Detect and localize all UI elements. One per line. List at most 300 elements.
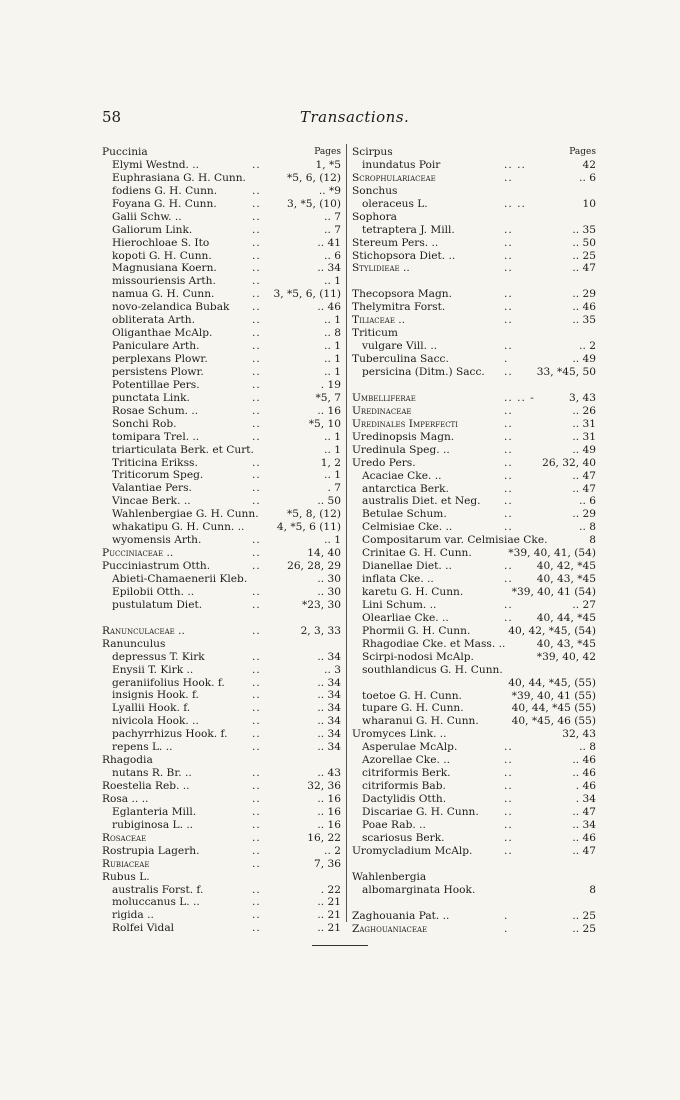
entry-pages: 40, 44, *45 (55) xyxy=(511,702,596,715)
index-entry xyxy=(352,508,596,521)
entry-pages: .. 34 xyxy=(317,262,341,275)
entry-leader-dots: .. xyxy=(252,301,261,314)
entry-pages: .. 26 xyxy=(572,404,596,417)
entry-name: Uredinaceae xyxy=(352,404,412,417)
index-entry xyxy=(102,819,341,832)
entry-leader-dots: .. xyxy=(252,469,261,482)
entry-name: Pucciniastrum Otth. xyxy=(102,560,211,572)
entry-leader-dots: .. xyxy=(252,262,261,275)
index-entry xyxy=(102,922,341,935)
entry-name: rubiginosa L. .. xyxy=(112,818,194,831)
entry-name: Uromyces Link. .. xyxy=(352,728,447,741)
index-entry xyxy=(102,469,341,482)
entry-pages: 32, 43 xyxy=(562,728,596,741)
entry-pages: .. 1 xyxy=(324,275,341,288)
index-entry xyxy=(352,780,596,793)
entry-name: australis Diet. et Neg. xyxy=(362,495,481,508)
index-entry xyxy=(352,586,596,599)
entry-leader-dots: . xyxy=(504,922,509,935)
index-entry xyxy=(352,612,596,625)
entry-leader-dots: .. xyxy=(504,340,513,353)
entry-pages: 40, 42, *45, (54) xyxy=(508,624,596,637)
index-entry xyxy=(352,262,596,275)
entry-leader-dots: .. xyxy=(252,624,261,637)
entry-name: Thecopsora Magn. xyxy=(352,288,452,301)
entry-name: pachyrrhizus Hook. f. xyxy=(112,728,228,741)
index-entry xyxy=(352,314,596,327)
entry-leader-dots: .. xyxy=(504,508,513,521)
entry-pages: .. 29 xyxy=(572,508,596,521)
index-entry xyxy=(352,418,596,431)
footer-rule xyxy=(312,945,368,946)
index-entry xyxy=(102,521,341,534)
entry-name: Ranunculus xyxy=(102,637,166,650)
index-entry xyxy=(352,431,596,444)
index-entry xyxy=(352,483,596,496)
index-entry xyxy=(352,819,596,832)
entry-pages: .. 16 xyxy=(317,818,341,831)
entry-pages: 8 xyxy=(589,534,596,547)
entry-name: oleraceus L. xyxy=(362,197,428,210)
index-entry xyxy=(102,172,341,185)
entry-pages: .. 16 xyxy=(317,404,341,417)
index-entry xyxy=(102,534,341,547)
index-entry xyxy=(352,767,596,780)
entry-name: Puccinia xyxy=(102,146,148,158)
index-entry xyxy=(102,431,341,444)
entry-name: wyomensis Arth. xyxy=(112,534,202,547)
entry-pages: *5, 7 xyxy=(315,391,341,404)
entry-pages: .. 25 xyxy=(572,922,596,935)
entry-name: Roestelia Reb. .. xyxy=(102,780,190,792)
page-number: 58 xyxy=(102,108,122,126)
entry-name: Olearliae Cke. .. xyxy=(362,611,449,624)
index-entry xyxy=(102,418,341,431)
entry-pages: . 46 xyxy=(575,780,596,793)
entry-name: nivicola Hook. .. xyxy=(112,715,199,728)
entry-name: depressus T. Kirk xyxy=(112,650,205,663)
entry-name: Umbelliferae xyxy=(352,391,416,404)
entry-name: citriformis Berk. xyxy=(362,767,451,780)
entry-pages: .. 47 xyxy=(572,844,596,857)
entry-pages: .. 34 xyxy=(317,689,341,702)
entry-name: fodiens G. H. Cunn. xyxy=(112,184,218,197)
index-entry xyxy=(352,353,596,366)
entry-name: novo-zelandica Bubak xyxy=(112,301,230,314)
entry-pages: 14, 40 xyxy=(307,547,341,560)
entry-leader-dots: .. xyxy=(504,262,513,275)
entry-name: perplexans Plowr. xyxy=(112,353,208,365)
entry-leader-dots: .. xyxy=(252,223,261,236)
entry-leader-dots: .. xyxy=(504,521,513,534)
index-entry xyxy=(102,262,341,275)
index-entry xyxy=(102,146,341,159)
entry-pages: 3, *5, 6, (11) xyxy=(273,288,341,301)
entry-leader-dots: .. xyxy=(252,715,261,728)
entry-leader-dots: .. xyxy=(252,184,261,197)
index-entry xyxy=(352,793,596,806)
entry-name: Scirpus xyxy=(352,146,393,158)
entry-leader-dots: .. xyxy=(252,792,261,805)
entry-leader-dots: .. xyxy=(252,560,261,572)
entry-leader-dots: .. xyxy=(504,495,513,508)
entry-leader-dots: .. xyxy=(252,650,261,663)
entry-name: Rhagodiae Cke. et Mass. .. xyxy=(362,637,506,650)
entry-pages: .. 16 xyxy=(317,805,341,818)
entry-name: whakatipu G. H. Cunn. .. xyxy=(112,521,245,534)
entry-leader-dots: .. xyxy=(252,404,261,417)
entry-pages: .. 8 xyxy=(579,521,596,534)
entry-name: Zaghouaniaceae xyxy=(352,922,428,935)
index-entry xyxy=(352,845,596,858)
index-entry xyxy=(102,884,341,897)
entry-name: Paniculare Arth. xyxy=(112,340,200,353)
entry-pages: .. 3 xyxy=(324,663,341,676)
entry-leader-dots: .. xyxy=(252,676,261,689)
index-entry xyxy=(102,405,341,418)
entry-pages: 10 xyxy=(582,197,596,210)
entry-pages: *39, 40, 41 (55) xyxy=(511,689,596,702)
index-entry xyxy=(352,327,596,340)
entry-name: inundatus Poir xyxy=(362,158,441,171)
index-entry xyxy=(352,301,596,314)
index-entry xyxy=(102,185,341,198)
entry-name: inflata Cke. .. xyxy=(362,573,434,586)
index-entry xyxy=(102,780,341,793)
entry-pages: .. 47 xyxy=(572,262,596,275)
entry-leader-dots: .. .. - xyxy=(504,391,535,404)
index-entry xyxy=(102,896,341,909)
column-divider xyxy=(346,144,347,922)
index-entry xyxy=(352,521,596,534)
entry-name: Tuberculina Sacc. xyxy=(352,353,449,366)
entry-pages: .. 41 xyxy=(317,236,341,249)
entry-leader-dots: .. xyxy=(504,482,513,495)
entry-leader-dots: .. xyxy=(504,236,513,249)
index-entry xyxy=(102,457,341,470)
entry-leader-dots: .. xyxy=(252,805,261,818)
entry-pages: .. 1 xyxy=(324,353,341,365)
entry-pages: .. 6 xyxy=(579,171,596,184)
entry-pages: 40, 42, *45 xyxy=(536,560,596,573)
index-entry xyxy=(352,405,596,418)
entry-pages: .. 46 xyxy=(572,831,596,844)
entry-pages: .. 25 xyxy=(572,909,596,922)
entry-name: Stylidieae .. xyxy=(352,262,410,275)
entry-name: australis Forst. f. xyxy=(112,883,204,896)
entry-name: tetraptera J. Mill. xyxy=(362,223,455,236)
entry-pages: .. 34 xyxy=(572,818,596,831)
entry-pages: . 34 xyxy=(575,793,596,805)
entry-pages: 26, 28, 29 xyxy=(287,560,341,572)
entry-pages: .. 47 xyxy=(572,482,596,495)
entry-leader-dots: .. xyxy=(252,482,261,495)
entry-leader-dots: .. xyxy=(504,404,513,417)
entry-name: tomipara Trel. .. xyxy=(112,430,200,443)
entry-leader-dots: .. xyxy=(252,236,261,249)
index-entry xyxy=(352,690,596,703)
entry-leader-dots: .. xyxy=(504,560,513,573)
entry-name: Pucciniaceae .. xyxy=(102,547,174,560)
index-entry xyxy=(102,728,341,741)
entry-name: Rosae Schum. .. xyxy=(112,404,199,417)
index-entry xyxy=(102,444,341,457)
index-entry xyxy=(352,702,596,715)
entry-name: Galiorum Link. xyxy=(112,223,193,236)
index-entry xyxy=(102,715,341,728)
index-entry xyxy=(352,392,596,405)
entry-pages: 1, *5 xyxy=(315,158,341,171)
entry-pages: 4, *5, 6 (11) xyxy=(276,521,341,534)
index-entry xyxy=(352,366,596,379)
entry-leader-dots: .. xyxy=(252,585,261,598)
entry-pages: .. 1 xyxy=(324,469,341,482)
entry-leader-dots: .. xyxy=(252,598,261,611)
entry-leader-dots: .. xyxy=(252,327,261,340)
entry-pages: .. 1 xyxy=(324,430,341,443)
index-entry xyxy=(352,651,596,664)
index-entry xyxy=(102,314,341,327)
entry-pages: .. *9 xyxy=(318,184,341,197)
entry-name: pustulatum Diet. xyxy=(112,598,203,611)
entry-name: Valantiae Pers. xyxy=(112,482,192,495)
entry-name: Sonchi Rob. xyxy=(112,417,177,430)
entry-pages: .. 6 xyxy=(324,249,341,262)
index-entry xyxy=(102,909,341,922)
index-entry xyxy=(102,664,341,677)
entry-leader-dots: .. xyxy=(252,922,261,935)
entry-leader-dots: .. xyxy=(252,249,261,262)
index-entry xyxy=(352,715,596,728)
entry-pages: *39, 40, 41, (54) xyxy=(508,547,596,560)
index-gap xyxy=(102,612,341,625)
entry-name: nutans R. Br. .. xyxy=(112,767,192,780)
index-gap xyxy=(352,379,596,392)
entry-pages: .. 34 xyxy=(317,715,341,728)
entry-pages: .. 50 xyxy=(317,495,341,508)
entry-leader-dots: .. xyxy=(252,909,261,922)
entry-name: Scirpi-nodosi McAlp. xyxy=(362,650,474,663)
entry-pages: .. 43 xyxy=(317,767,341,780)
entry-name: Uromycladium McAlp. xyxy=(352,844,473,857)
entry-name: rigida .. xyxy=(112,909,154,922)
entry-name: scariosus Berk. xyxy=(362,831,445,844)
entry-name: geraniifolius Hook. f. xyxy=(112,676,225,689)
entry-leader-dots: .. .. xyxy=(504,158,526,171)
entry-pages: .. 49 xyxy=(572,353,596,366)
entry-name: Elymi Westnd. .. xyxy=(112,158,199,171)
entry-name: Oliganthae McAlp. xyxy=(112,327,213,340)
entry-pages: *39, 40, 42 xyxy=(536,650,596,663)
entry-leader-dots: .. xyxy=(252,728,261,741)
entry-name: Sophora xyxy=(352,210,397,223)
entry-pages: .. 1 xyxy=(324,534,341,547)
entry-pages: .. 49 xyxy=(572,443,596,456)
entry-pages: .. 21 xyxy=(317,896,341,909)
entry-leader-dots: .. xyxy=(252,780,261,792)
entry-name: Sonchus xyxy=(352,184,398,197)
entry-name: southlandicus G. H. Cunn. xyxy=(362,663,503,676)
entry-pages: .. 16 xyxy=(317,792,341,805)
index-entry xyxy=(352,806,596,819)
index-entry xyxy=(102,250,341,263)
entry-name: Wahlenbergiae G. H. Cunn. xyxy=(112,508,259,521)
entry-pages: .. 34 xyxy=(317,741,341,754)
entry-name: Foyana G. H. Cunn. xyxy=(112,197,217,210)
index-entry xyxy=(102,198,341,211)
entry-leader-dots: .. xyxy=(504,611,513,624)
entry-name: Rolfei Vidal xyxy=(112,922,175,935)
entry-leader-dots: .. xyxy=(504,456,513,469)
index-gap xyxy=(352,897,596,910)
entry-leader-dots: .. xyxy=(252,831,261,844)
entry-pages: .. 34 xyxy=(317,650,341,663)
entry-pages: .. 25 xyxy=(572,249,596,262)
entry-pages: .. 7 xyxy=(324,210,341,223)
entry-name: Dactylidis Otth. xyxy=(362,793,447,805)
entry-pages: .. 27 xyxy=(572,598,596,611)
entry-name: Rostrupia Lagerh. xyxy=(102,844,200,857)
entry-leader-dots: .. xyxy=(252,430,261,443)
entry-name: Celmisiae Cke. .. xyxy=(362,521,453,534)
index-entry xyxy=(102,159,341,172)
index-entry xyxy=(352,560,596,573)
entry-pages: 1, 2 xyxy=(320,456,341,469)
entry-pages: *5, 8, (12) xyxy=(287,508,341,521)
entry-name: Lini Schum. .. xyxy=(362,598,437,611)
index-entry xyxy=(352,871,596,884)
index-entry xyxy=(102,366,341,379)
entry-pages: 42 xyxy=(582,158,596,171)
entry-name: antarctica Berk. xyxy=(362,482,449,495)
entry-pages: .. 46 xyxy=(317,301,341,314)
index-entry xyxy=(102,547,341,560)
index-entry xyxy=(102,224,341,237)
entry-pages: .. 7 xyxy=(324,223,341,236)
index-entry xyxy=(352,599,596,612)
index-entry xyxy=(352,884,596,897)
entry-pages: .. 29 xyxy=(572,288,596,301)
entry-pages: .. 8 xyxy=(579,741,596,754)
entry-pages: .. 30 xyxy=(317,585,341,598)
entry-name: Crinitae G. H. Cunn. xyxy=(362,547,472,560)
entry-leader-dots: .. xyxy=(504,469,513,482)
index-entry xyxy=(352,198,596,211)
entry-name: namua G. H. Cunn. xyxy=(112,288,215,301)
entry-pages: .. 1 xyxy=(324,443,341,456)
entry-leader-dots: .. xyxy=(504,793,513,805)
index-entry xyxy=(352,832,596,845)
index-entry xyxy=(102,858,341,871)
entry-name: Magnusiana Koern. xyxy=(112,262,217,275)
entry-leader-dots: .. xyxy=(504,366,513,378)
entry-name: Rubiaceae xyxy=(102,857,150,870)
entry-leader-dots: .. xyxy=(252,314,261,327)
entry-pages: .. 21 xyxy=(317,922,341,935)
entry-name: Zaghouania Pat. .. xyxy=(352,909,450,922)
entry-leader-dots: .. xyxy=(504,844,513,857)
entry-leader-dots: .. xyxy=(504,780,513,793)
index-entry xyxy=(352,237,596,250)
entry-name: persistens Plowr. xyxy=(112,365,204,378)
index-entry xyxy=(352,224,596,237)
entry-leader-dots: .. xyxy=(252,340,261,353)
entry-name: albomarginata Hook. xyxy=(362,883,476,896)
entry-name: Stichopsora Diet. .. xyxy=(352,249,456,262)
entry-pages: 40, *45, 46 (55) xyxy=(511,715,596,728)
entry-pages: .. 46 xyxy=(572,754,596,767)
entry-pages: .. 2 xyxy=(579,340,596,353)
entry-name: Uredo Pers. xyxy=(352,456,416,469)
entry-name: Rhagodia xyxy=(102,754,153,767)
entry-name: repens L. .. xyxy=(112,741,173,754)
entry-name: Enysii T. Kirk .. xyxy=(112,663,194,676)
entry-pages: 3, *5, (10) xyxy=(287,197,341,210)
index-entry xyxy=(102,288,341,301)
entry-name: obliterata Arth. xyxy=(112,314,195,327)
entry-pages: 7, 36 xyxy=(314,857,341,870)
index-entry xyxy=(352,444,596,457)
entry-pages: .. 46 xyxy=(572,301,596,314)
entry-name: Triticorum Speg. xyxy=(112,469,204,482)
entry-leader-dots: .. xyxy=(252,767,261,780)
entry-leader-dots: .. xyxy=(252,353,261,365)
entry-pages: *23, 30 xyxy=(302,598,341,611)
entry-name: karetu G. H. Cunn. xyxy=(362,586,464,598)
entry-pages: .. 47 xyxy=(572,805,596,818)
index-entry xyxy=(102,560,341,573)
index-entry xyxy=(352,146,596,159)
entry-leader-dots: .. xyxy=(504,443,513,456)
entry-leader-dots: .. xyxy=(252,275,261,288)
entry-name: kopoti G. H. Cunn. xyxy=(112,249,212,262)
entry-pages: 16, 22 xyxy=(307,831,341,844)
entry-leader-dots: .. xyxy=(504,573,513,586)
entry-name: Epilobii Otth. .. xyxy=(112,585,195,598)
index-entry xyxy=(352,495,596,508)
entry-name: Euphrasiana G. H. Cunn. xyxy=(112,171,246,184)
entry-leader-dots: . xyxy=(504,353,509,366)
entry-leader-dots: .. xyxy=(504,430,513,443)
entry-pages: .. 46 xyxy=(572,767,596,780)
entry-name: Discariae G. H. Cunn. xyxy=(362,805,479,818)
entry-leader-dots: .. xyxy=(504,249,513,262)
entry-pages: .. 1 xyxy=(324,314,341,327)
entry-name: Betulae Schum. xyxy=(362,508,447,521)
index-entry xyxy=(352,910,596,923)
entry-leader-dots: .. xyxy=(504,171,513,184)
entry-leader-dots: .. xyxy=(504,598,513,611)
entry-leader-dots: .. xyxy=(504,314,513,327)
entry-pages: . 22 xyxy=(320,883,341,896)
entry-name: Galii Schw. .. xyxy=(112,210,182,223)
entry-leader-dots: .. xyxy=(252,197,261,210)
entry-pages: .. 2 xyxy=(324,844,341,857)
entry-pages: 33, *45, 50 xyxy=(536,366,596,378)
entry-pages: 26, 32, 40 xyxy=(542,456,596,469)
index-entry xyxy=(352,470,596,483)
index-entry xyxy=(102,379,341,392)
entry-leader-dots: .. xyxy=(504,301,513,314)
entry-name: insignis Hook. f. xyxy=(112,689,199,702)
entry-leader-dots: .. xyxy=(504,805,513,818)
index-entry xyxy=(352,728,596,741)
index-entry xyxy=(352,250,596,263)
entry-name: Rosa .. .. xyxy=(102,792,149,805)
entry-pages: 2, 3, 33 xyxy=(300,624,341,637)
entry-pages: *39, 40, 41 (54) xyxy=(511,586,596,598)
entry-leader-dots: .. xyxy=(252,547,261,560)
